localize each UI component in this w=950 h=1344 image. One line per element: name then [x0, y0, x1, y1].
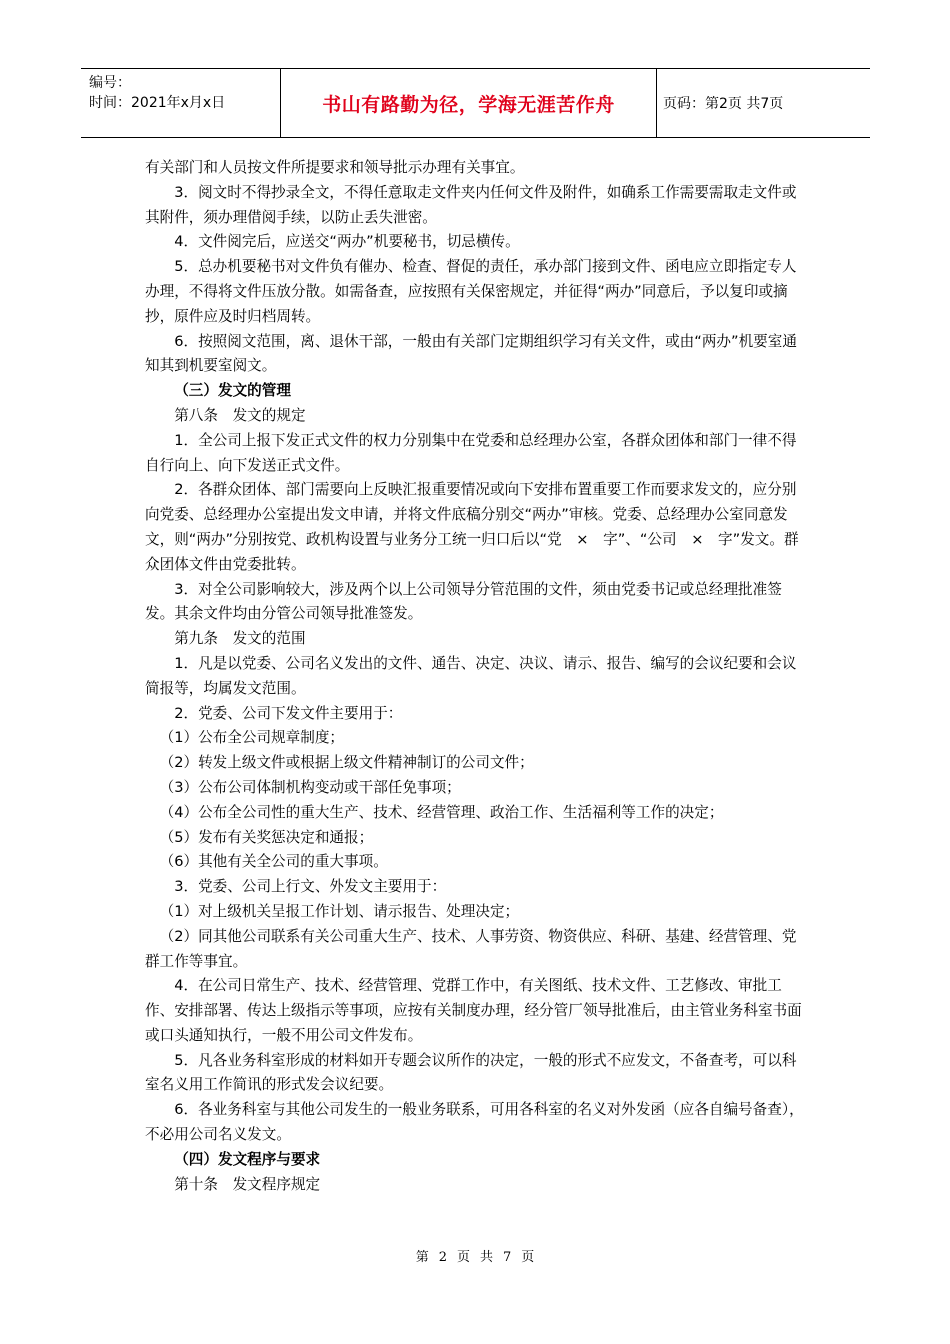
paragraph: 有关部门和人员按文件所提要求和领导批示办理有关事宜。: [145, 159, 525, 176]
paragraph: （3）公布公司体制机构变动或干部任免事项；: [159, 778, 461, 796]
paragraph: 4．文件阅完后，应送交“两办”机要秘书，切忌横传。: [174, 233, 520, 251]
page-number-label: 页码：第2页 共7页: [663, 96, 784, 112]
paragraph: 1．全公司上报下发正式文件的权力分别集中在党委和总经理办公室，各群众团体和部门一律不得自行向上、向下发送正式文件。: [145, 431, 797, 474]
paragraph: （1）对上级机关呈报工作计划、请示报告、处理决定；: [159, 902, 520, 920]
paragraph: 5．总办机要秘书对文件负有催办、检查、督促的责任，承办部门接到文件、函电应立即指定专人办理，不得将文件压放分散。如需备查，应按照有关保密规定，并征得“两办”同意后，予以复印或摘抄，原件应及时归档周转。: [145, 258, 797, 325]
paragraph: （6）其他有关全公司的重大事项。: [159, 853, 388, 871]
footer-ye: 页: [456, 1250, 470, 1265]
page-header: [81, 68, 870, 138]
header-motto: 书山有路勤为径，学海无涯苦作舟: [322, 93, 615, 116]
header-motto-cell: [281, 69, 657, 137]
paragraph: 第八条 发文的规定: [174, 406, 306, 424]
paragraph: 6．各业务科室与其他公司发生的一般业务联系，可用各科室的名义对外发函（应各自编号备查），不必用公司名义发文。: [145, 1101, 804, 1144]
footer-page-number: 2: [438, 1250, 447, 1265]
paragraph: （2）同其他公司联系有关公司重大生产、技术、人事劳资、物资供应、科研、基建、经营管理、党群工作等事宜。: [145, 927, 797, 970]
paragraph: 3．对全公司影响较大，涉及两个以上公司领导分管范围的文件，须由党委书记或总经理批准签发。其余文件均由分管公司领导批准签发。: [145, 580, 782, 623]
footer-di: 第: [415, 1250, 429, 1265]
paragraph: （2）转发上级文件或根据上级文件精神制订的公司文件；: [159, 754, 534, 772]
document-number-label: 编号：: [89, 75, 131, 91]
footer-gong: 共: [480, 1250, 494, 1265]
paragraph: 5．凡各业务科室形成的材料如开专题会议所作的决定，一般的形式不应发文，不备查考，可以科室名义用工作简讯的形式发会议纪要。: [145, 1051, 797, 1094]
paragraph: 3．阅文时不得抄录全文，不得任意取走文件夹内任何文件及附件，如确系工作需要需取走文件或其附件，须办理借阅手续，以防止丢失泄密。: [145, 183, 797, 226]
paragraph: 3．党委、公司上行文、外发文主要用于：: [174, 878, 447, 896]
document-body: [145, 156, 810, 1197]
header-info-cell: [81, 69, 281, 137]
section-heading: （四）发文程序与要求: [174, 1150, 321, 1168]
paragraph: （4）公布全公司性的重大生产、技术、经营管理、政治工作、生活福利等工作的决定；: [159, 803, 724, 821]
document-time-label: 时间：2021年x月x日: [89, 95, 226, 111]
paragraph: 第九条 发文的范围: [174, 630, 306, 648]
paragraph: 第十条 发文程序规定: [174, 1175, 321, 1193]
paragraph: 1．凡是以党委、公司名义发出的文件、通告、决定、决议、请示、报告、编写的会议纪要和会议简报等，均属发文范围。: [145, 654, 797, 697]
paragraph: 2．各群众团体、部门需要向上反映汇报重要情况或向下安排布置重要工作而要求发文的，应分别向党委、总经理办公室提出发文申请，并将文件底稿分别交“两办”审核。党委、总经理办公室同意发文，则“两办”分别按党、政机构设置与业务分工统一归口后以“党 × 字”、“公司 × 字”发文。群众团体文件由党委批转。: [145, 481, 799, 573]
section-heading: （三）发文的管理: [174, 382, 291, 400]
paragraph: 6．按照阅文范围，离、退休干部，一般由有关部门定期组织学习有关文件，或由“两办”机要室通知其到机要室阅文。: [145, 332, 797, 375]
header-page-cell: [657, 69, 870, 137]
footer-total-pages: 7: [503, 1250, 512, 1265]
page-footer: [0, 1246, 950, 1265]
paragraph: 2．党委、公司下发文件主要用于：: [174, 704, 403, 722]
paragraph: （1）公布全公司规章制度；: [159, 729, 345, 747]
paragraph: 4．在公司日常生产、技术、经营管理、党群工作中，有关图纸、技术文件、工艺修改、审批工作、安排部署、传达上级指示等事项，应按有关制度办理，经分管厂领导批准后，由主管业务科室书面或口头通知执行，一般不用公司文件发布。: [145, 977, 802, 1044]
paragraph: （5）发布有关奖惩决定和通报；: [159, 828, 374, 846]
footer-ye2: 页: [521, 1250, 535, 1265]
